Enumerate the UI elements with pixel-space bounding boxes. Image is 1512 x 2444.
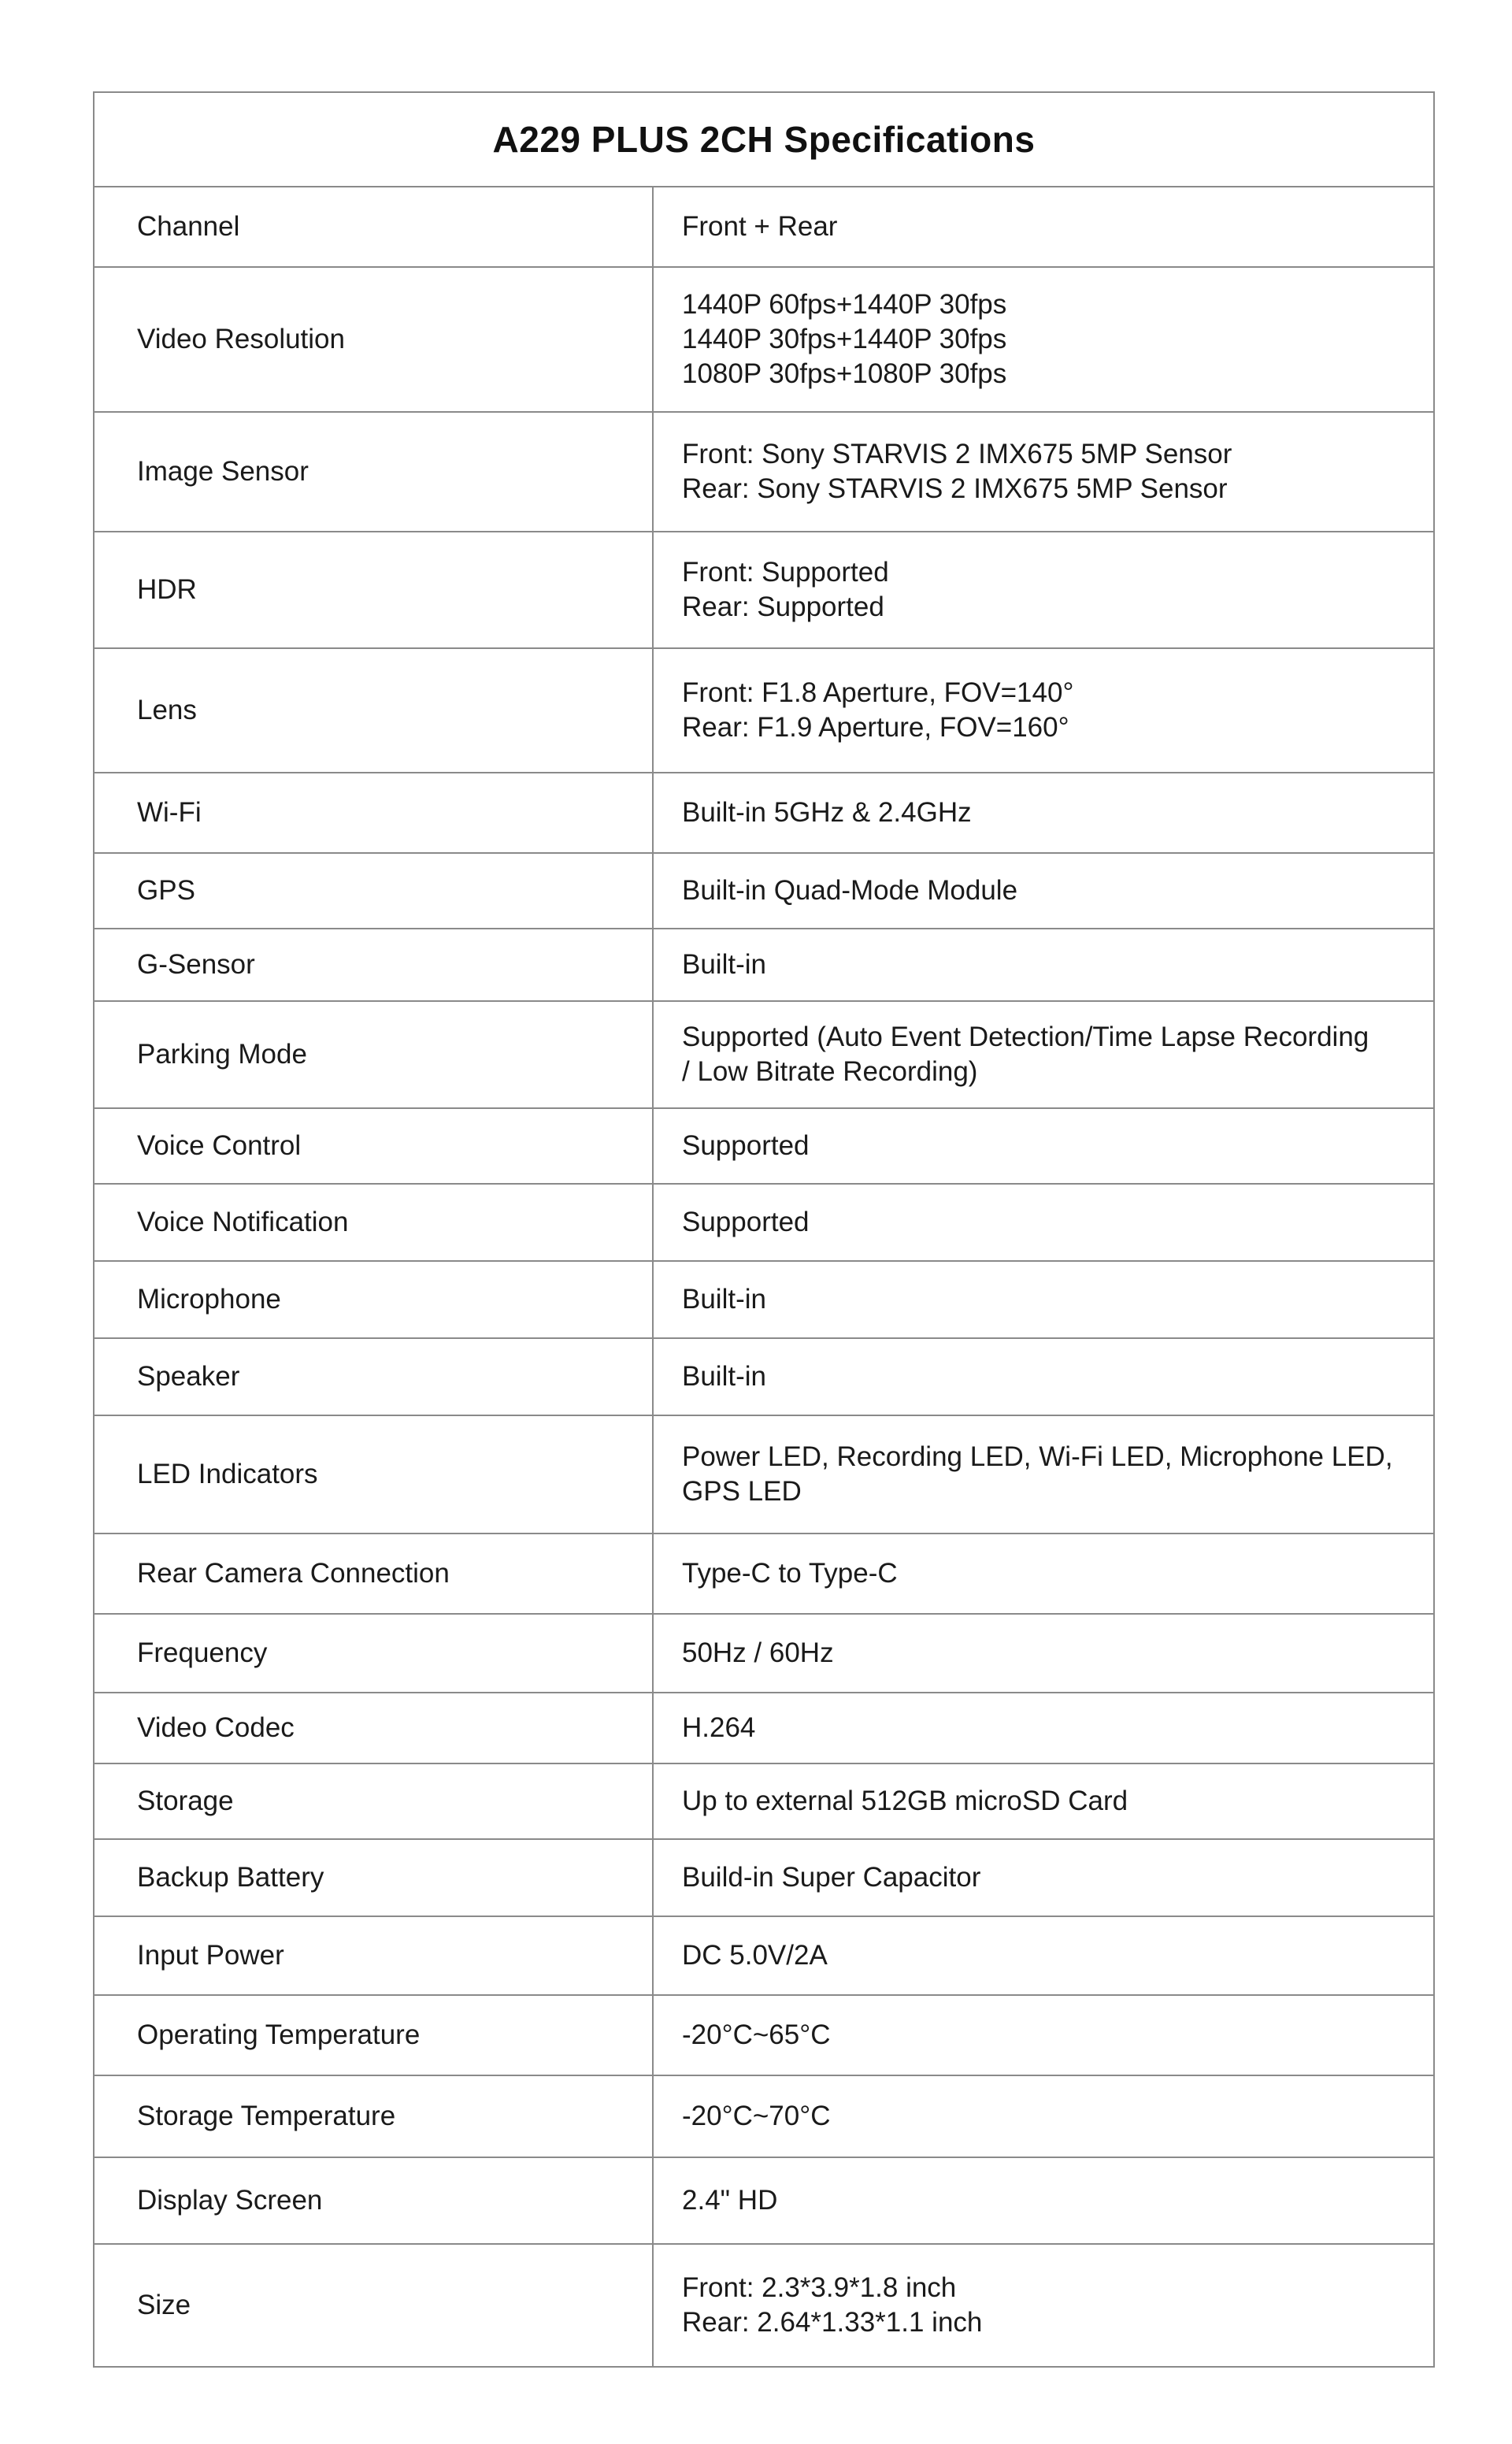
spec-label: Storage: [94, 1764, 654, 1838]
spec-value-line: Front + Rear: [682, 211, 838, 242]
spec-label: GPS: [94, 854, 654, 928]
spec-value-line: 2.4" HD: [682, 2185, 778, 2216]
spec-value-line: 1440P 30fps+1440P 30fps: [682, 324, 1007, 354]
spec-value-line: Front: Sony STARVIS 2 IMX675 5MP Sensor: [682, 439, 1232, 469]
spec-row: [94, 532, 1433, 649]
spec-label: Backup Battery: [94, 1840, 654, 1916]
spec-value: [654, 1262, 1433, 1337]
spec-value-line: Built-in 5GHz & 2.4GHz: [682, 797, 972, 828]
spec-value: [654, 929, 1433, 1000]
spec-label: Input Power: [94, 1917, 654, 1994]
spec-value-line: Rear: Supported: [682, 592, 884, 622]
spec-value: [654, 854, 1433, 928]
spec-value: [654, 1615, 1433, 1692]
spec-label: Image Sensor: [94, 413, 654, 531]
spec-row: [94, 1840, 1433, 1917]
spec-row: [94, 1416, 1433, 1534]
spec-value: [654, 413, 1433, 531]
spec-table: [93, 91, 1435, 2368]
spec-value: [654, 649, 1433, 772]
spec-value: [654, 268, 1433, 411]
spec-label: Parking Mode: [94, 1002, 654, 1107]
spec-value: [654, 1996, 1433, 2075]
spec-value: [654, 1693, 1433, 1763]
spec-value-line: Supported (Auto Event Detection/Time Lapse Recording: [682, 1022, 1369, 1052]
spec-rows: [94, 187, 1433, 2366]
spec-label: Voice Control: [94, 1109, 654, 1183]
spec-value: [654, 1764, 1433, 1838]
spec-row: [94, 2076, 1433, 2158]
spec-value: [654, 1840, 1433, 1916]
spec-value-line: Supported: [682, 1130, 810, 1161]
spec-label: Display Screen: [94, 2158, 654, 2243]
spec-value-line: 1440P 60fps+1440P 30fps: [682, 289, 1007, 320]
spec-value: [654, 532, 1433, 647]
spec-row: [94, 773, 1433, 854]
spec-value-line: Rear: F1.9 Aperture, FOV=160°: [682, 712, 1069, 743]
spec-value-line: H.264: [682, 1712, 756, 1743]
spec-value-line: Power LED, Recording LED, Wi-Fi LED, Microphone LED,: [682, 1441, 1393, 1472]
spec-value-line: Built-in: [682, 949, 766, 980]
spec-row: [94, 1615, 1433, 1693]
spec-row: [94, 1693, 1433, 1764]
spec-value: [654, 1185, 1433, 1260]
spec-value: [654, 773, 1433, 852]
spec-row: [94, 413, 1433, 532]
spec-label: Channel: [94, 187, 654, 266]
spec-value: [654, 1109, 1433, 1183]
spec-row: [94, 268, 1433, 413]
spec-value-line: Up to external 512GB microSD Card: [682, 1786, 1128, 1816]
spec-value-line: / Low Bitrate Recording): [682, 1056, 978, 1087]
spec-value-line: 50Hz / 60Hz: [682, 1637, 834, 1668]
spec-row: [94, 1002, 1433, 1109]
spec-row: [94, 1339, 1433, 1416]
spec-label: LED Indicators: [94, 1416, 654, 1533]
spec-row: [94, 854, 1433, 929]
spec-row: [94, 929, 1433, 1002]
spec-label: Speaker: [94, 1339, 654, 1415]
spec-label: Rear Camera Connection: [94, 1534, 654, 1613]
spec-value-line: Front: 2.3*3.9*1.8 inch: [682, 2272, 957, 2303]
spec-label: Video Codec: [94, 1693, 654, 1763]
spec-row: [94, 1534, 1433, 1615]
spec-label: Voice Notification: [94, 1185, 654, 1260]
spec-label: Microphone: [94, 1262, 654, 1337]
spec-label: Frequency: [94, 1615, 654, 1692]
spec-value-line: Rear: 2.64*1.33*1.1 inch: [682, 2307, 983, 2338]
spec-value-line: Built-in: [682, 1284, 766, 1315]
spec-label: Video Resolution: [94, 268, 654, 411]
spec-row: [94, 1996, 1433, 2076]
spec-value: [654, 187, 1433, 266]
spec-row: [94, 1185, 1433, 1262]
spec-value: [654, 1002, 1433, 1107]
spec-value-line: Built-in: [682, 1361, 766, 1392]
spec-row: [94, 2245, 1433, 2366]
spec-value-line: Build-in Super Capacitor: [682, 1862, 981, 1893]
spec-value: [654, 1917, 1433, 1994]
spec-label: Size: [94, 2245, 654, 2366]
table-title: A229 PLUS 2CH Specifications: [94, 93, 1433, 187]
spec-value: [654, 2076, 1433, 2157]
spec-value: [654, 1534, 1433, 1613]
spec-row: [94, 1764, 1433, 1840]
spec-label: Lens: [94, 649, 654, 772]
spec-value: [654, 2158, 1433, 2243]
spec-value-line: Type-C to Type-C: [682, 1558, 898, 1589]
spec-value-line: GPS LED: [682, 1476, 802, 1507]
spec-value-line: -20°C~65°C: [682, 2019, 831, 2050]
spec-row: [94, 1262, 1433, 1339]
spec-label: Operating Temperature: [94, 1996, 654, 2075]
spec-value-line: Rear: Sony STARVIS 2 IMX675 5MP Sensor: [682, 473, 1228, 504]
spec-value-line: Front: F1.8 Aperture, FOV=140°: [682, 677, 1074, 708]
spec-row: [94, 1109, 1433, 1185]
spec-value: [654, 2245, 1433, 2366]
spec-value-line: DC 5.0V/2A: [682, 1940, 828, 1971]
spec-row: [94, 1917, 1433, 1996]
spec-label: Wi-Fi: [94, 773, 654, 852]
spec-row: [94, 2158, 1433, 2245]
spec-row: [94, 187, 1433, 268]
spec-row: [94, 649, 1433, 773]
spec-value-line: Built-in Quad-Mode Module: [682, 875, 1018, 906]
spec-value-line: Front: Supported: [682, 557, 889, 588]
spec-value: [654, 1339, 1433, 1415]
spec-value-line: 1080P 30fps+1080P 30fps: [682, 358, 1007, 389]
spec-label: HDR: [94, 532, 654, 647]
spec-value: [654, 1416, 1433, 1533]
spec-label: G-Sensor: [94, 929, 654, 1000]
spec-label: Storage Temperature: [94, 2076, 654, 2157]
spec-value-line: -20°C~70°C: [682, 2101, 831, 2131]
spec-value-line: Supported: [682, 1207, 810, 1237]
